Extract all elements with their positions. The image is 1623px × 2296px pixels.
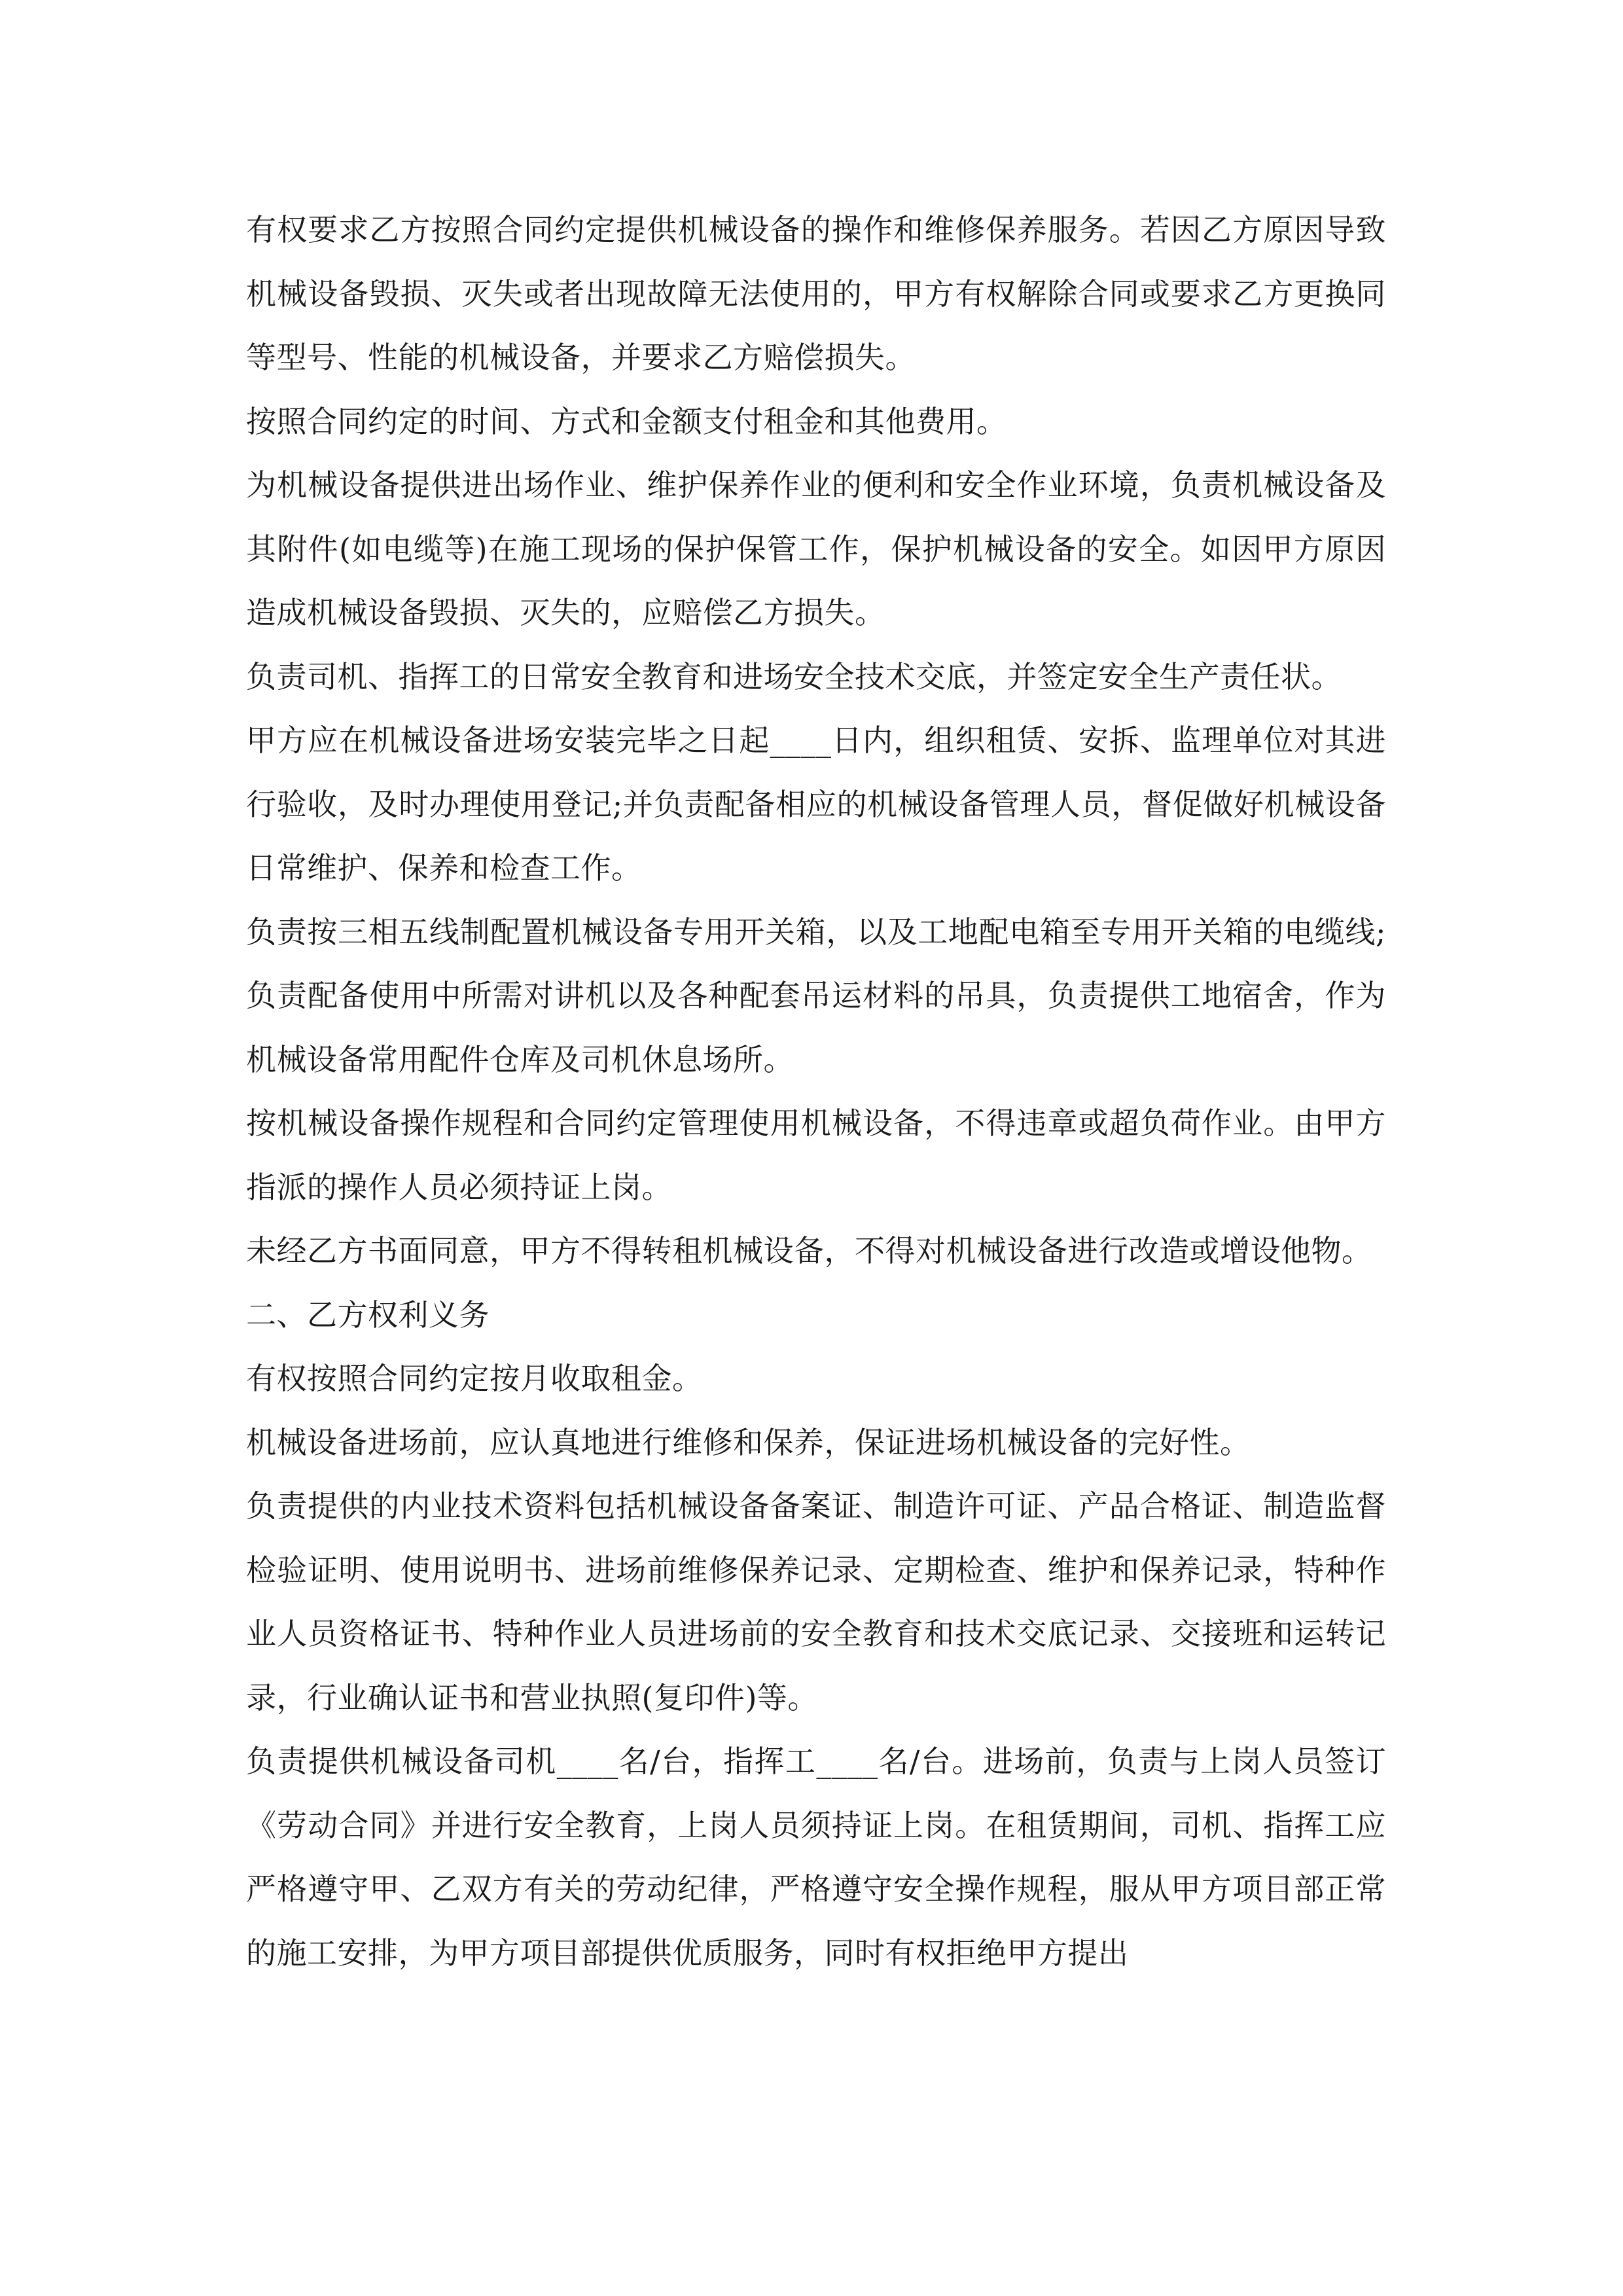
paragraph-rent-payment: 按照合同约定的时间、方式和金额支付租金和其他费用。 [246,403,1007,439]
paragraph-operators-staffing: 负责提供机械设备司机____名/台，指挥工____名/台。进场前，负责与上岗人员签订《劳动合同》并进行安全教育，上岗人员须持证上岗。在租赁期间，司机、指挥工应严格遵守甲、乙双方有关的劳动纪律，严格遵守安全操作规程，服从甲方项目部正常的施工安排，为甲方项目部提供优质服务，同时有权拒绝甲方提出 [246,1744,1386,1971]
paragraph-equipment-service: 有权要求乙方按照合同约定提供机械设备的操作和维修保养服务。若因乙方原因导致机械设备毁损、灭失或者出现故障无法使用的，甲方有权解除合同或要求乙方更换同等型号、性能的机械设备，并要求乙方赔偿损失。 [246,212,1386,375]
document-body [246,198,1386,1985]
section-heading-party-b: 二、乙方权利义务 [246,1297,490,1333]
paragraph-rent-collection: 有权按照合同约定按月收取租金。 [246,1361,703,1396]
paragraph-power-supply: 负责按三相五线制配置机械设备专用开关箱，以及工地配电箱至专用开关箱的电缆线;负责配备使用中所需对讲机以及各种配套吊运材料的吊具，负责提供工地宿舍，作为机械设备常用配件仓库及司机休息场所。 [246,914,1386,1077]
paragraph-site-environment: 为机械设备提供进出场作业、维护保养作业的便利和安全作业环境，负责机械设备及其附件(如电缆等)在施工现场的保护保管工作，保护机械设备的安全。如因甲方原因造成机械设备毁损、灭失的，应赔偿乙方损失。 [246,467,1386,630]
paragraph-pre-entry-maintenance: 机械设备进场前，应认真地进行维修和保养，保证进场机械设备的完好性。 [246,1424,1251,1460]
paragraph-technical-documents: 负责提供的内业技术资料包括机械设备备案证、制造许可证、产品合格证、制造监督检验证明、使用说明书、进场前维修保养记录、定期检查、维护和保养记录，特种作业人员资格证书、特种作业人员进场前的安全教育和技术交底记录、交接班和运转记录，行业确认证书和营业执照(复印件)等。 [246,1488,1386,1715]
paragraph-no-sublease: 未经乙方书面同意，甲方不得转租机械设备，不得对机械设备进行改造或增设他物。 [246,1233,1372,1268]
paragraph-operation-rules: 按机械设备操作规程和合同约定管理使用机械设备，不得违章或超负荷作业。由甲方指派的操作人员必须持证上岗。 [246,1105,1386,1205]
paragraph-acceptance-inspection: 甲方应在机械设备进场安装完毕之日起____日内，组织租赁、安拆、监理单位对其进行验收，及时办理使用登记;并负责配备相应的机械设备管理人员，督促做好机械设备日常维护、保养和检查工作。 [246,723,1386,886]
paragraph-safety-education: 负责司机、指挥工的日常安全教育和进场安全技术交底，并签定安全生产责任状。 [246,658,1342,694]
